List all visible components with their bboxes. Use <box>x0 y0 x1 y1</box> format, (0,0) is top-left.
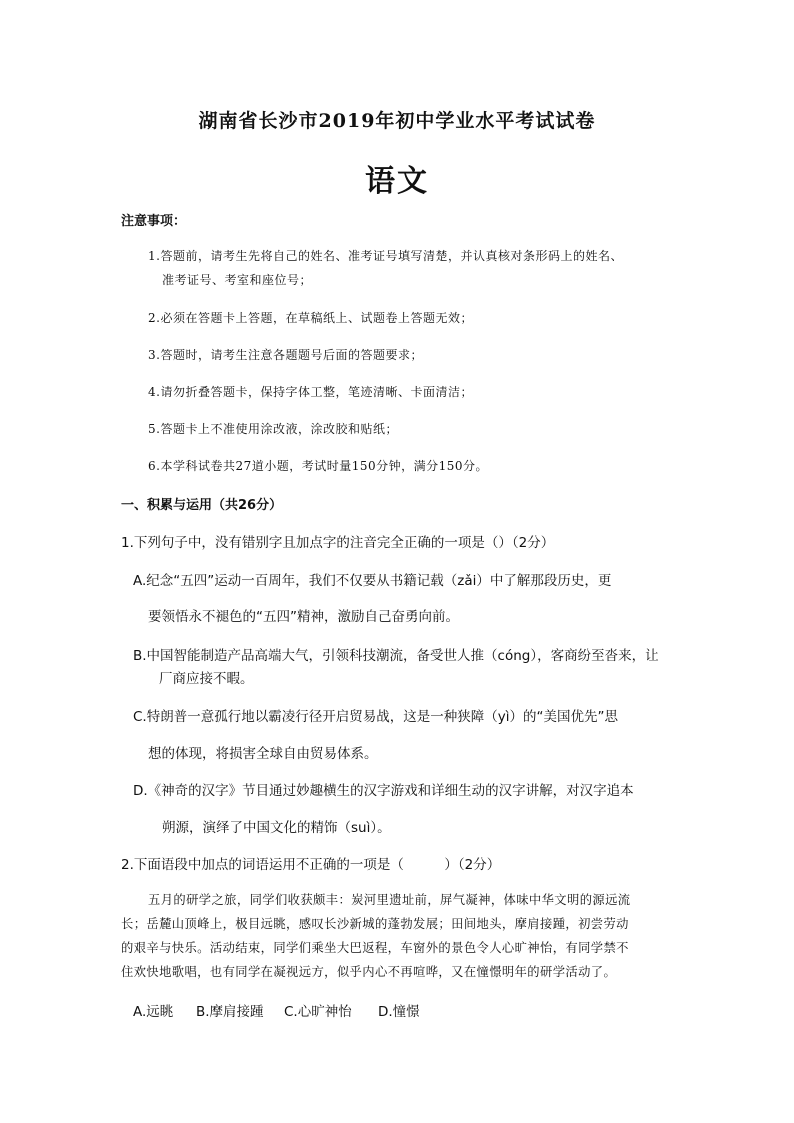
subject-title: 语文 <box>365 164 429 199</box>
question-2-choice-c: C.心旷神怡 <box>284 1004 352 1020</box>
question-1-option-a-cont: 要领悟永不褪色的“五四”精神，激励自己奋勇向前。 <box>148 609 459 625</box>
question-2-choice-d: D.憧憬 <box>378 1004 420 1020</box>
notice-item: 准考证号、考室和座位号； <box>162 273 313 287</box>
question-1-option-c: C.特朗普一意孤行地以霸凌行径开启贸易战，这是一种狭障（yì）的“美国优先”思 <box>133 709 618 725</box>
notice-item: 4.请勿折叠答题卡，保持字体工整，笔迹清晰、卡面清洁； <box>148 385 473 399</box>
passage-line: 五月的研学之旅，同学们收获颇丰：炭河里遗址前，屏气凝神，体味中华文明的源远流 <box>148 893 631 907</box>
notice-item: 5.答题卡上不准使用涂改液，涂改胶和贴纸； <box>148 422 398 436</box>
notice-item: 3.答题时，请考生注意各题题号后面的答题要求； <box>148 348 423 362</box>
question-1-option-a: A.纪念“五四”运动一百周年，我们不仅要从书籍记载（zǎi）中了解那段历史，更 <box>133 573 612 589</box>
notice-item: 2.必须在答题卡上答题，在草稿纸上、试题卷上答题无效； <box>148 311 473 325</box>
question-1-option-b-cont: 厂商应接不暇。 <box>159 671 254 687</box>
notice-item: 1.答题前，请考生先将自己的姓名、准考证号填写清楚，并认真核对条形码上的姓名、 <box>148 249 623 263</box>
section-heading: 一、积累与运用（共26分） <box>121 498 283 513</box>
passage-line: 长；岳麓山顶峰上，极目远眺，感叹长沙新城的蓬勃发展；田间地头，摩肩接踵，初尝劳动 <box>121 917 629 931</box>
question-2-choice-a: A.远眺 <box>133 1004 174 1020</box>
passage-line: 的艰辛与快乐。活动结束，同学们乘坐大巴返程，车窗外的景色令人心旷神怡，有同学禁不 <box>121 941 629 955</box>
question-1-option-d: D.《神奇的汉字》节目通过妙趣横生的汉字游戏和详细生动的汉字讲解，对汉字追本 <box>133 783 634 799</box>
question-1-option-d-cont: 朔源，演绎了中国文化的精饰（suì）。 <box>162 820 391 836</box>
passage-line: 住欢快地歌唱，也有同学在凝视远方，似乎内心不再喧哗，又在憧憬明年的研学活动了。 <box>121 965 617 979</box>
question-2-choice-b: B.摩肩接踵 <box>196 1004 264 1020</box>
notice-item: 6.本学科试卷共27道小题，考试时量150分钟，满分150分。 <box>148 459 489 473</box>
question-1-option-c-cont: 想的体现，将损害全球自由贸易体系。 <box>148 746 378 762</box>
question-1-option-b: B.中国智能制造产品高端大气，引领科技潮流，备受世人推（cóng），客商纷至沓来，让 <box>133 648 659 664</box>
exam-title: 湖南省长沙市2019年初中学业水平考试试卷 <box>198 110 596 132</box>
question-2-stem: 2.下面语段中加点的词语运用不正确的一项是（ ）（2分） <box>121 857 501 873</box>
question-1-stem: 1.下列句子中，没有错别字且加点字的注音完全正确的一项是（）（2分） <box>121 535 555 551</box>
notice-heading: 注意事项： <box>121 214 187 229</box>
